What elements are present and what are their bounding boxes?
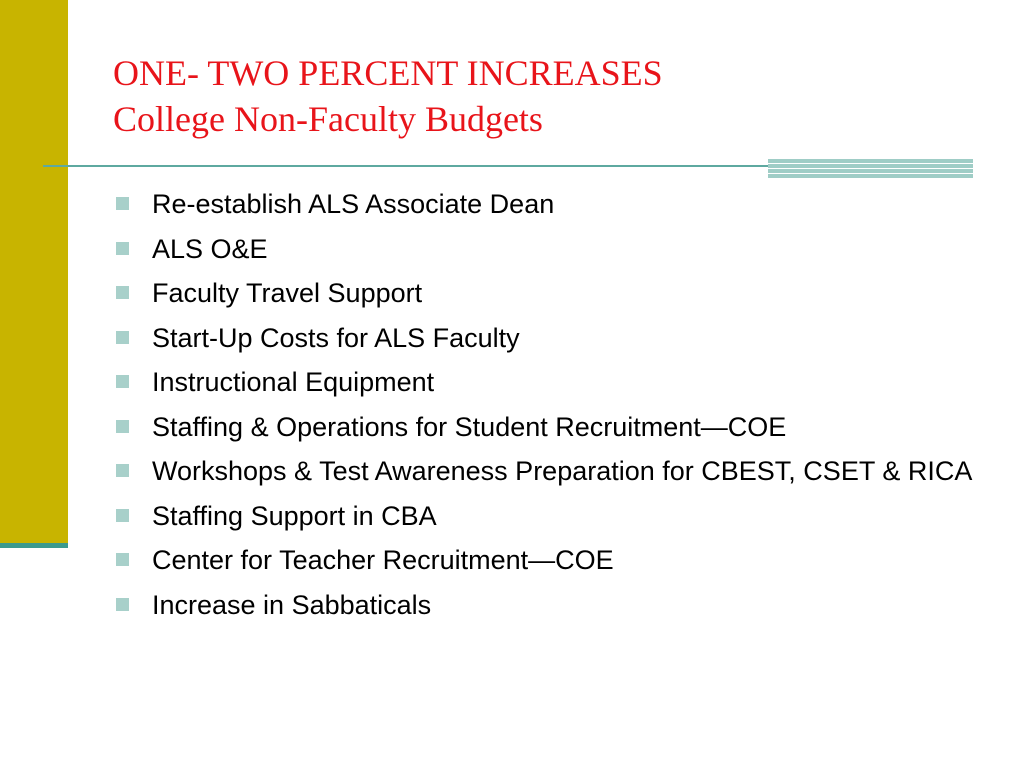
list-item [114,320,994,357]
list-item [114,409,994,446]
bullet-text: ALS O&E [152,233,268,264]
list-item [114,587,994,624]
square-bullet-icon [116,242,129,255]
bullet-text: Increase in Sabbaticals [152,589,432,620]
list-item [114,231,994,268]
bullet-text: Center for Teacher Recruitment—COE [152,545,614,575]
list-item [114,275,994,312]
left-accent-bar [0,0,68,545]
square-bullet-icon [116,197,129,210]
title-line-1: ONE- TWO PERCENT INCREASES [113,53,663,93]
left-accent-underline [0,543,68,548]
bullet-text: Start-Up Costs for ALS Faculty [152,322,520,353]
bullet-text: Staffing Support in CBA [152,500,437,531]
square-bullet-icon [116,553,129,566]
square-bullet-icon [116,598,129,611]
list-item [114,542,994,579]
bullet-text: Workshops & Test Awareness Preparation for CBEST, CSET & RICA [152,456,973,486]
title-divider-block [768,159,973,178]
bullet-text: Staffing & Operations for Student Recruitment—COE [152,411,787,442]
square-bullet-icon [116,509,129,522]
list-item [114,364,994,401]
bullet-list [114,186,994,631]
bullet-text: Instructional Equipment [152,367,435,397]
title-line-2: College Non-Faculty Budgets [113,99,543,139]
bullet-text: Re-establish ALS Associate Dean [152,189,555,219]
square-bullet-icon [116,420,129,433]
slide-title [113,50,663,142]
list-item [114,453,994,490]
bullet-text: Faculty Travel Support [152,278,423,308]
square-bullet-icon [116,464,129,477]
list-item [114,498,994,535]
square-bullet-icon [116,331,129,344]
square-bullet-icon [116,375,129,388]
list-item [114,186,994,223]
square-bullet-icon [116,286,129,299]
